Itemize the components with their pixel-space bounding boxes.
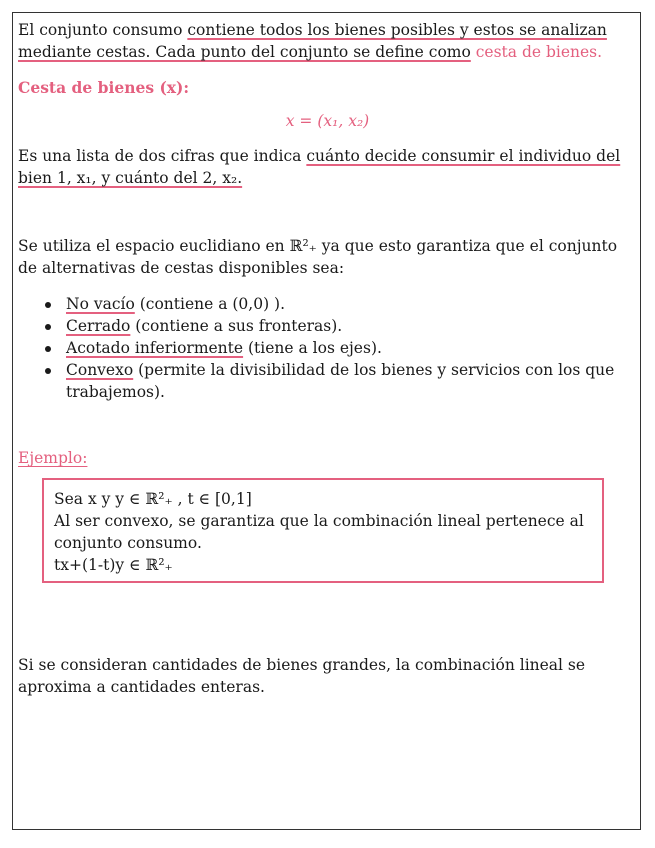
example-heading [18, 447, 638, 469]
intro-underlined-text: contiene todos los bienes posibles y estos se analizan mediante cestas. Cada punto del conjunto se define como [18, 21, 607, 61]
cesta-heading: Cesta de bienes (x): [18, 78, 190, 97]
example-line-3: tx+(1-t)y ∈ ℝ²₊ [54, 556, 173, 574]
cesta-formula: x = (x₁, x₂) [285, 112, 370, 130]
definition-paragraph [18, 145, 638, 189]
example-heading-text: Ejemplo: [18, 449, 88, 467]
definition-underlined-text: cuánto decide consumir el individuo del bien 1, x₁, y cuánto del 2, x₂. [18, 147, 621, 187]
intro-text: El conjunto consumo [18, 21, 188, 39]
list-item [66, 315, 638, 337]
example-line-2: Al ser convexo, se garantiza que la combinación lineal pertenece al conjunto consumo. [54, 512, 584, 552]
list-item [66, 359, 638, 403]
list-item [66, 293, 638, 315]
definition-text: Es una lista de dos cifras que indica [18, 147, 307, 165]
properties-list [18, 293, 638, 403]
property-term: No vacío [66, 295, 135, 313]
property-term: Convexo [66, 361, 134, 379]
property-desc: (permite la divisibilidad de los bienes y servicios con los que trabajemos). [66, 361, 615, 401]
espacio-paragraph: Se utiliza el espacio euclidiano en ℝ²₊ ya que esto garantiza que el conjunto de alternativas de cestas disponibles sea: [18, 237, 618, 277]
property-desc: (contiene a sus fronteras). [130, 317, 343, 335]
list-item [66, 337, 638, 359]
property-desc: (tiene a los ejes). [243, 339, 382, 357]
example-line-1: Sea x y y ∈ ℝ²₊ , t ∈ [0,1] [54, 490, 252, 508]
page-border [12, 12, 641, 830]
example-box [42, 478, 604, 583]
cesta-term: cesta de bienes. [470, 43, 603, 61]
property-desc: (contiene a (0,0) ). [134, 295, 286, 313]
closing-paragraph: Si se consideran cantidades de bienes grandes, la combinación lineal se aproxima a cantidades enteras. [18, 656, 586, 696]
property-term: Cerrado [66, 317, 131, 335]
property-term: Acotado inferiormente [66, 339, 244, 357]
intro-paragraph [18, 19, 638, 63]
